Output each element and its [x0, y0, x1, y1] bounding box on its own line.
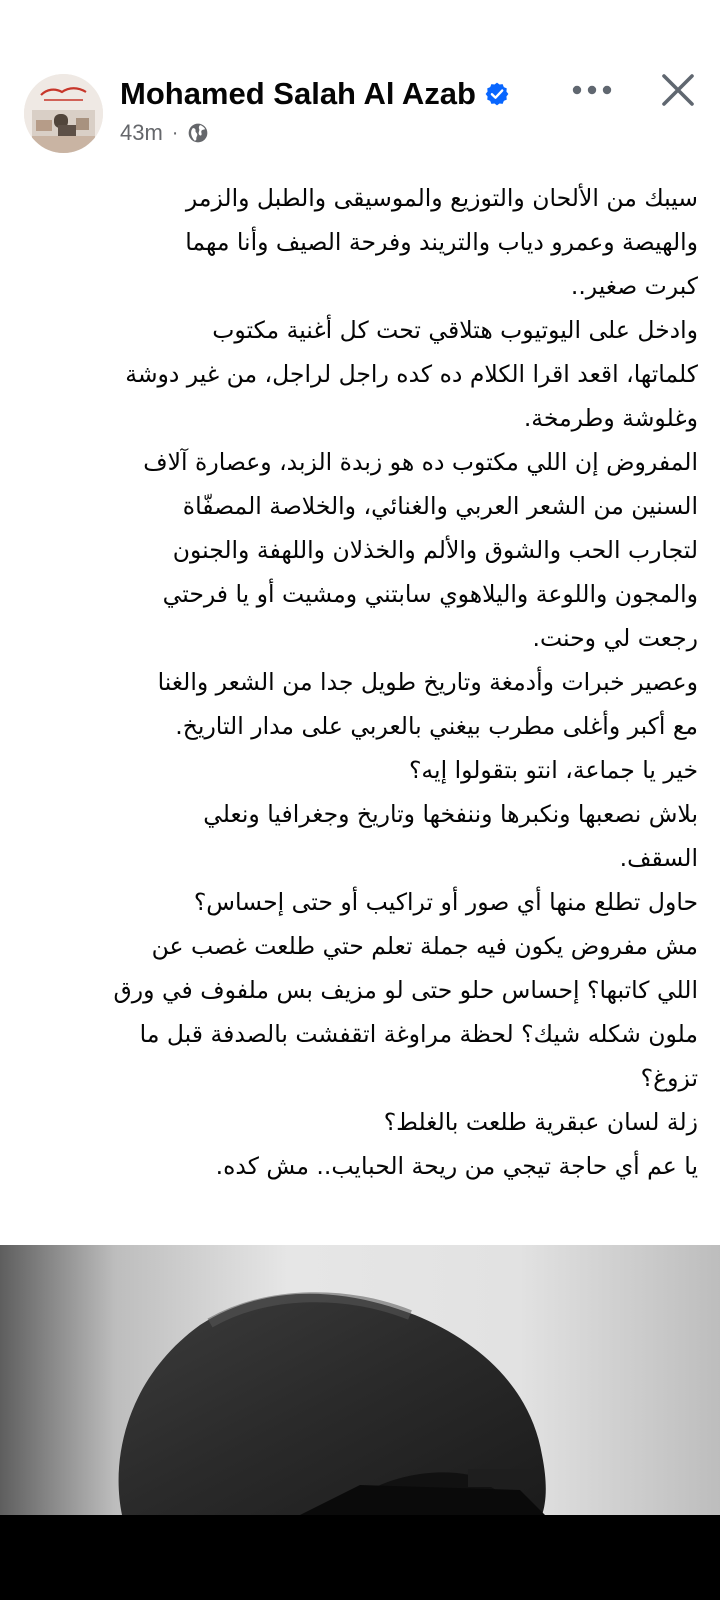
post-text-line: حاول تطلع منها أي صور أو تراكيب أو حتى إحساس؟	[193, 888, 698, 916]
post-text-line: والهيصة وعمرو دياب والتريند وفرحة الصيف وأنا مهما	[185, 228, 698, 256]
system-navigation-bar	[0, 1515, 720, 1600]
post-text-line: يا عم أي حاجة تيجي من ريحة الحبايب.. مش كده.	[215, 1152, 698, 1180]
author-row	[120, 74, 510, 114]
post-text-line: وغلوشة وطرمخة.	[523, 404, 698, 432]
post-time[interactable]: 43m	[120, 120, 163, 145]
close-icon	[661, 73, 695, 107]
globe-icon[interactable]	[187, 122, 209, 144]
post-text-line: كبرت صغير..	[570, 272, 698, 300]
post-text-line: مع أكبر وأغلى مطرب بيغني بالعربي على مدار التاريخ.	[175, 712, 698, 740]
more-dots-icon	[571, 84, 613, 96]
post-text-line: زلة لسان عبقرية طلعت بالغلط؟	[383, 1108, 698, 1136]
post-text-line: خير يا جماعة، انتو بتقولوا إيه؟	[408, 756, 698, 784]
post-text	[22, 176, 698, 1226]
verified-badge-icon	[484, 81, 510, 107]
post-text-line: السنين من الشعر العربي والغنائي، والخلاصة المصفّاة	[182, 492, 698, 520]
post-text-line: وادخل على اليوتيوب هتلاقي تحت كل أغنية مكتوب	[212, 316, 698, 344]
post-text-line: والمجون واللوعة واليلاهوي سابتني ومشيت أو يا فرحتي	[162, 580, 698, 608]
portrait-photo	[0, 1245, 720, 1515]
post-text-line: وعصير خبرات وأدمغة وتاريخ طويل جدا من الشعر والغنا	[157, 668, 698, 696]
close-button[interactable]	[654, 66, 702, 114]
post-text-line: كلماتها، اقعد اقرا الكلام ده كده راجل لراجل، من غير دوشة	[125, 360, 698, 388]
post-text-line: السقف.	[619, 844, 698, 872]
meta-separator: ·	[171, 121, 179, 144]
post-meta	[120, 118, 209, 148]
post-text-line: لتجارب الحب والشوق والألم والخذلان واللهفة والجنون	[172, 536, 698, 564]
post-text-line: تزوغ؟	[640, 1064, 698, 1092]
post-text-line: رجعت لي وحنت.	[532, 624, 698, 652]
post-header	[0, 0, 720, 160]
post-text-line: المفروض إن اللي مكتوب ده هو زبدة الزبد، وعصارة آلاف	[143, 448, 698, 476]
author-name[interactable]: Mohamed Salah Al Azab	[120, 76, 476, 111]
post-text-line: اللي كاتبها؟ إحساس حلو حتى لو مزيف بس ملفوف في ورق	[113, 976, 698, 1004]
post-text-line: سيبك من الألحان والتوزيع والموسيقى والطبل والزمر	[185, 184, 698, 212]
post-text-line: ملون شكله شيك؟ لحظة مراوغة اتقفشت بالصدفة قبل ما	[139, 1020, 698, 1048]
avatar-photo	[24, 74, 103, 153]
post-text-line: بلاش نصعبها ونكبرها وننفخها وتاريخ وجغرافيا ونعلي	[203, 800, 698, 828]
more-options-button[interactable]	[567, 70, 617, 110]
post-photo[interactable]	[0, 1245, 720, 1515]
post-text-line: مش مفروض يكون فيه جملة تعلم حتي طلعت غصب عن	[151, 932, 698, 960]
author-avatar[interactable]	[24, 74, 103, 153]
